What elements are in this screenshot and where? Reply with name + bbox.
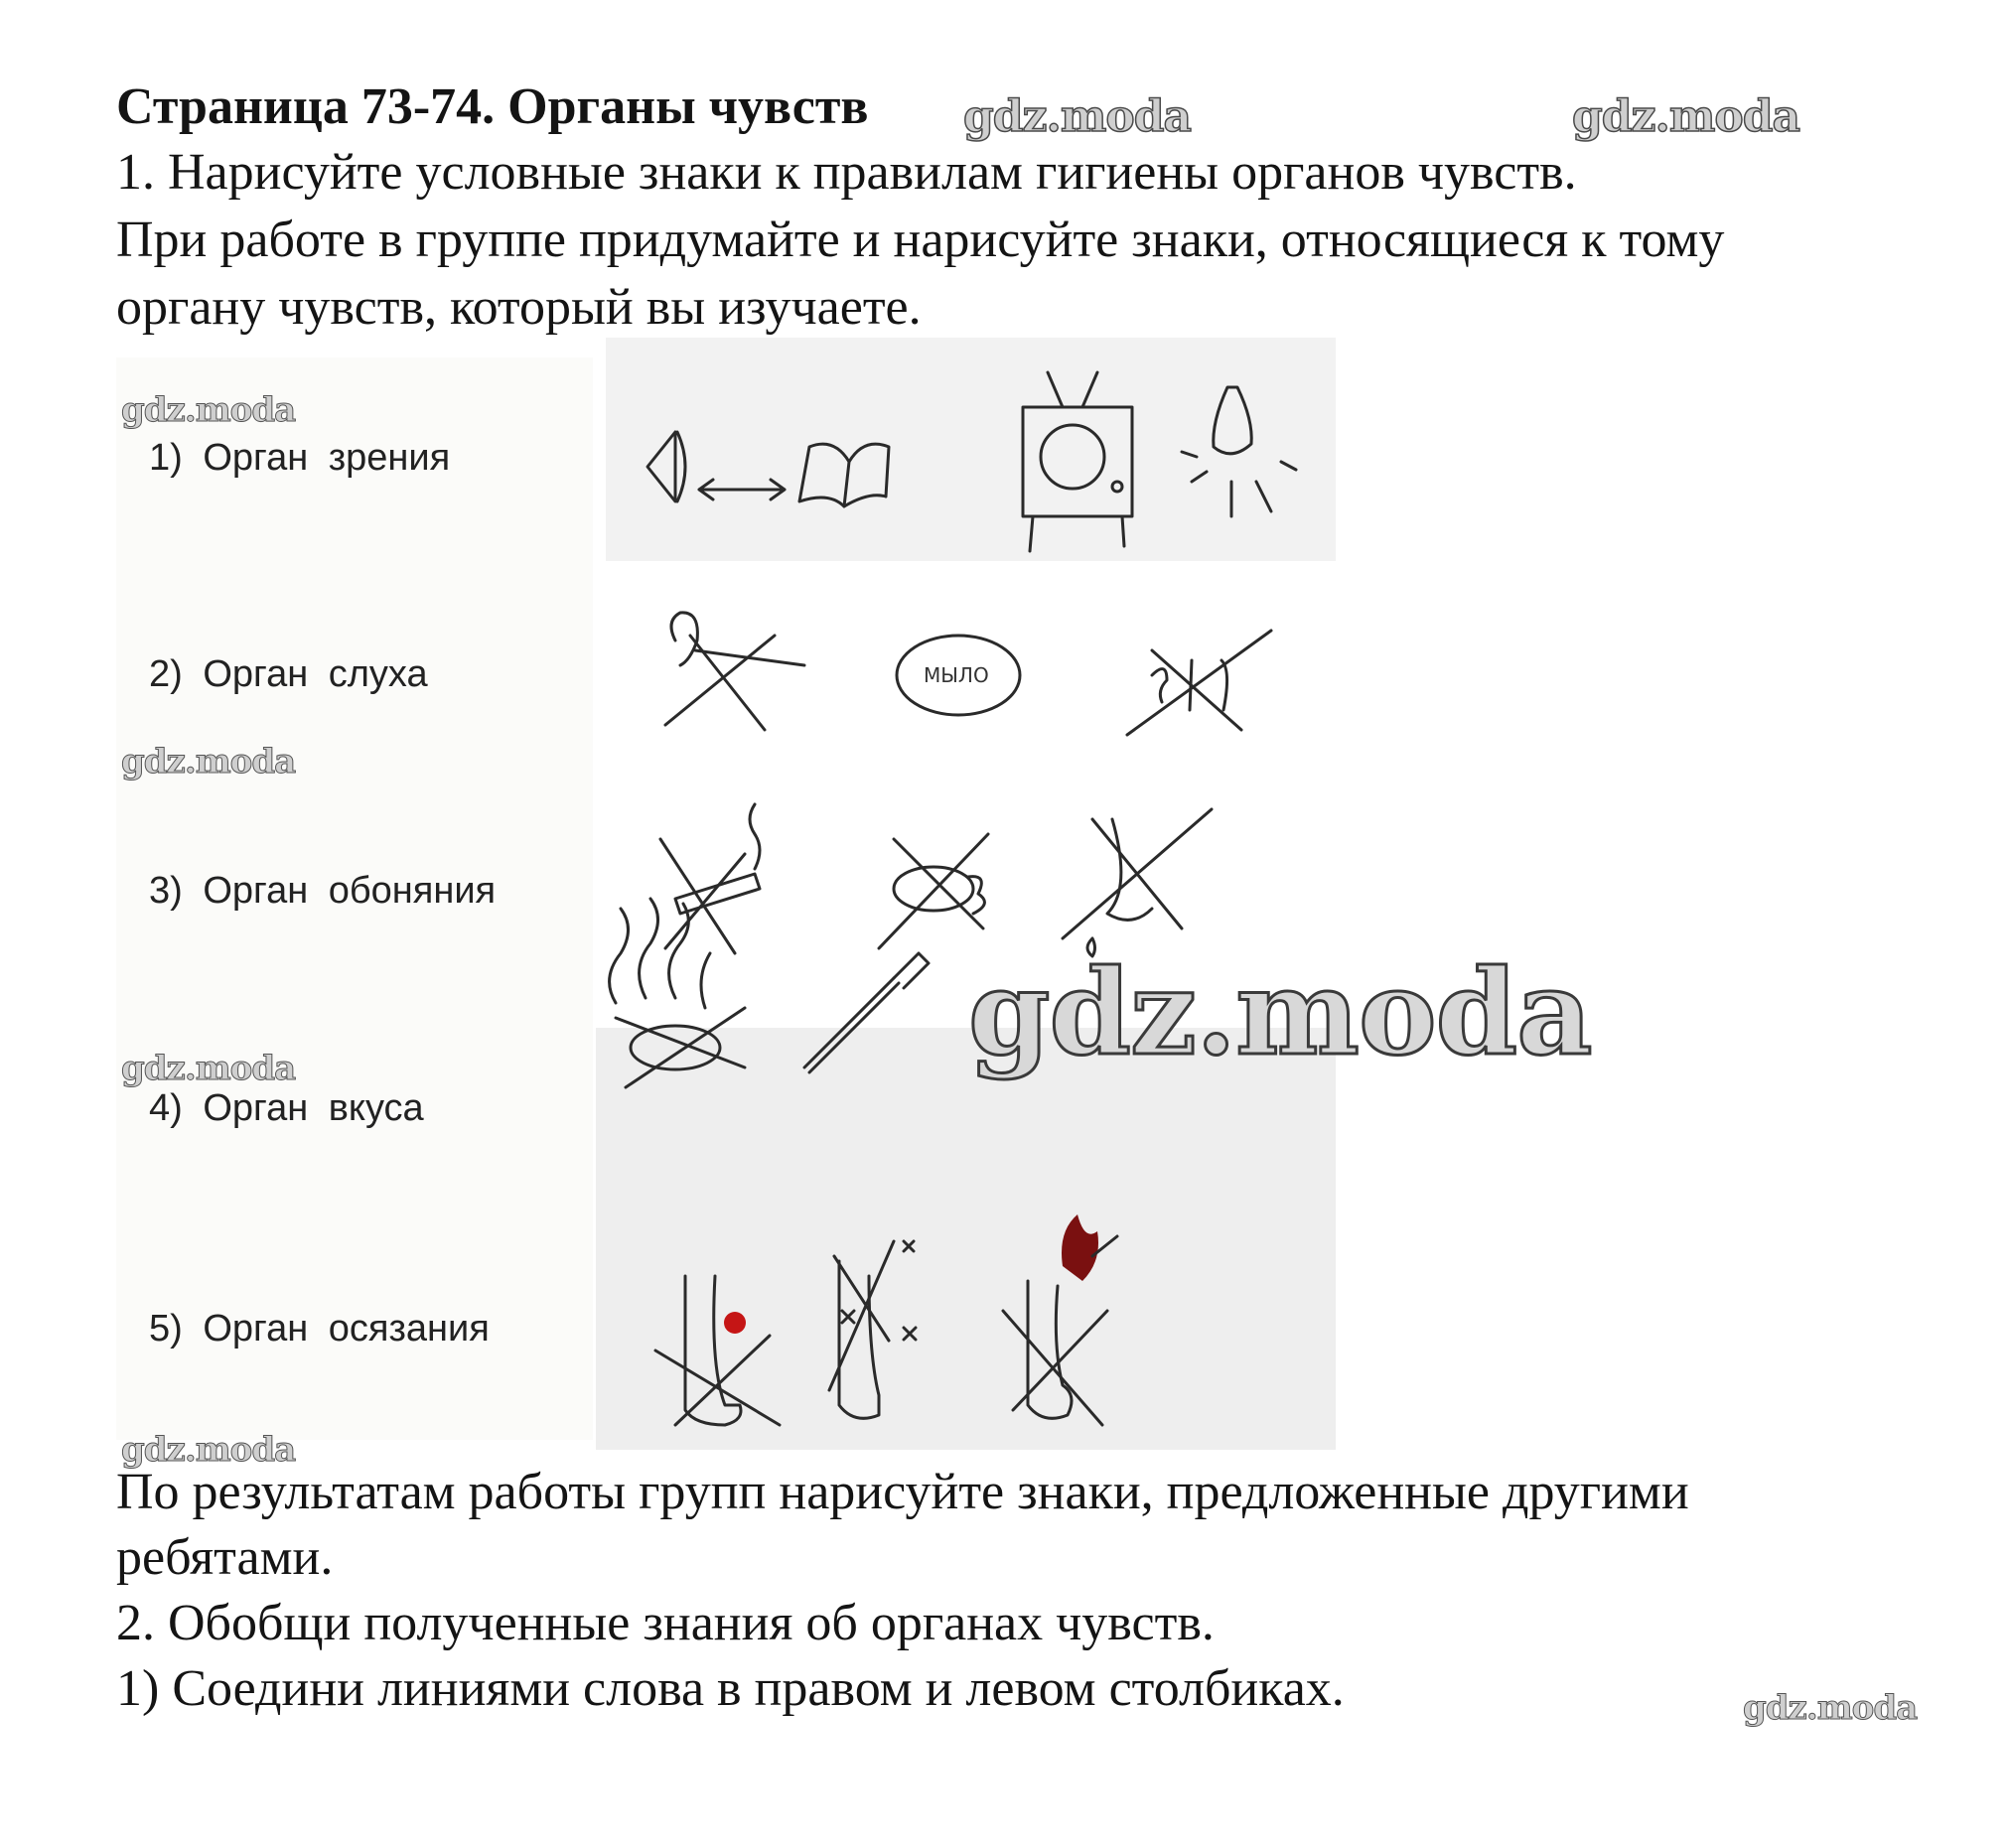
task1-line2: При работе в группе придумайте и нарисуйте знаки, относящиеся к тому bbox=[116, 212, 1725, 268]
soap-icon bbox=[897, 636, 1020, 715]
crossed-pin-icon bbox=[1127, 631, 1271, 735]
watermark: gdz.moda bbox=[963, 91, 1192, 142]
after-line2: ребятами. bbox=[116, 1529, 334, 1586]
after-line1: По результатам работы групп нарисуйте знаки, предложенные другими bbox=[116, 1464, 1689, 1520]
organ-label-taste: 4) Орган вкуса bbox=[149, 1087, 424, 1129]
watermark: gdz.moda bbox=[121, 742, 296, 782]
task1-line1: 1. Нарисуйте условные знаки к правилам гигиены органов чувств. bbox=[116, 144, 1577, 201]
watermark: gdz.moda bbox=[121, 1430, 296, 1470]
organ-label-touch: 5) Орган осязания bbox=[149, 1308, 490, 1350]
page-title: Страница 73-74. Органы чувств bbox=[116, 78, 869, 135]
watermark: gdz.moda bbox=[1572, 91, 1800, 142]
crossed-nose-icon bbox=[1063, 809, 1212, 956]
soap-label: МЫЛО bbox=[924, 663, 989, 687]
watermark: gdz.moda bbox=[968, 943, 1592, 1081]
organ-label-hearing: 2) Орган слуха bbox=[149, 653, 428, 695]
organ-label-smell: 3) Орган обоняния bbox=[149, 870, 497, 912]
watermark: gdz.moda bbox=[121, 390, 296, 430]
after-line3: 2. Обобщи полученные знания об органах чувств. bbox=[116, 1595, 1215, 1651]
watermark: gdz.moda bbox=[1743, 1688, 1918, 1728]
after-line4: 1) Соедини линиями слова в правом и левом столбиках. bbox=[116, 1660, 1345, 1717]
task1-line3: органу чувств, который вы изучаете. bbox=[116, 279, 922, 336]
organ-label-sight: 1) Орган зрения bbox=[149, 437, 451, 479]
crossed-ear-stick-icon bbox=[665, 613, 804, 730]
crossed-chemical-icon bbox=[879, 834, 988, 948]
watermark: gdz.moda bbox=[121, 1049, 296, 1088]
hygiene-signs-drawing bbox=[596, 333, 1336, 1450]
crossed-cigarette-icon bbox=[660, 804, 760, 953]
